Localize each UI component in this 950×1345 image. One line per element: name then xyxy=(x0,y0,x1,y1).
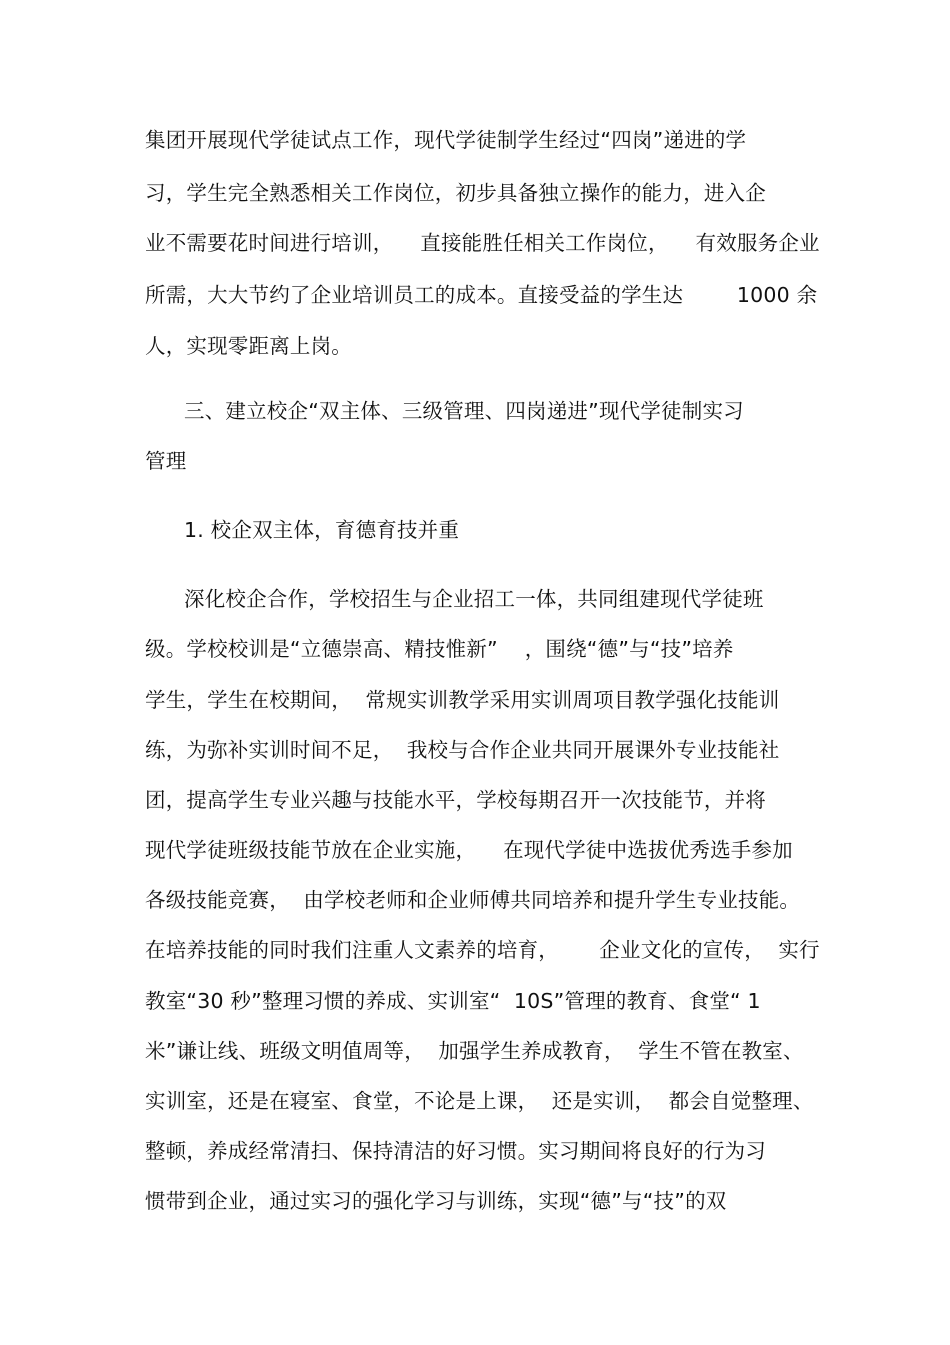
paragraph-line-3: 业不需要花时间进行培训， 直接能胜任相关工作岗位， 有效服务企业 xyxy=(145,231,820,255)
paragraph-line-14: 教室“30 秒”整理习惯的养成、实训室“ 10S”管理的教育、食堂“ 1 xyxy=(145,989,761,1013)
paragraph-line-7: 级。学校校训是“立德崇高、精技惟新” ，围绕“德”与“技”培养 xyxy=(145,637,734,661)
paragraph-line-4: 所需，大大节约了企业培训员工的成本。直接受益的学生达 1000 余 xyxy=(145,283,818,307)
paragraph-line-16: 实训室，还是在寝室、食堂，不论是上课， 还是实训， 都会自觉整理、 xyxy=(145,1089,814,1113)
section-heading: 三、建立校企“双主体、三级管理、四岗递进”现代学徒制实习 xyxy=(184,399,744,423)
paragraph-line-15: 米”谦让线、班级文明值周等， 加强学生养成教育， 学生不管在教室、 xyxy=(145,1039,804,1063)
paragraph-line-1: 集团开展现代学徒试点工作，现代学徒制学生经过“四岗”递进的学 xyxy=(145,128,747,152)
paragraph-line-13: 在培养技能的同时我们注重人文素养的培育， 企业文化的宣传， 实行 xyxy=(145,938,820,962)
paragraph-line-2: 习，学生完全熟悉相关工作岗位，初步具备独立操作的能力，进入企 xyxy=(145,181,766,205)
section-heading-continued: 管理 xyxy=(145,449,187,473)
paragraph-line-11: 现代学徒班级技能节放在企业实施， 在现代学徒中选拔优秀选手参加 xyxy=(145,838,793,862)
paragraph-line-5: 人，实现零距离上岗。 xyxy=(145,334,352,358)
paragraph-line-12: 各级技能竞赛， 由学校老师和企业师傅共同培养和提升学生专业技能。 xyxy=(145,888,801,912)
paragraph-line-10: 团，提高学生专业兴趣与技能水平，学校每期召开一次技能节，并将 xyxy=(145,788,766,812)
paragraph-line-9: 练，为弥补实训时间不足， 我校与合作企业共同开展课外专业技能社 xyxy=(145,738,780,762)
paragraph-line-17: 整顿，养成经常清扫、保持清洁的好习惯。实习期间将良好的行为习 xyxy=(145,1139,766,1163)
paragraph-line-6: 深化校企合作，学校招生与企业招工一体，共同组建现代学徒班 xyxy=(184,587,764,611)
subsection-heading: 1. 校企双主体，育德育技并重 xyxy=(184,518,460,542)
paragraph-line-18: 惯带到企业，通过实习的强化学习与训练，实现“德”与“技”的双 xyxy=(145,1189,727,1213)
paragraph-line-8: 学生，学生在校期间， 常规实训教学采用实训周项目教学强化技能训 xyxy=(145,688,780,712)
